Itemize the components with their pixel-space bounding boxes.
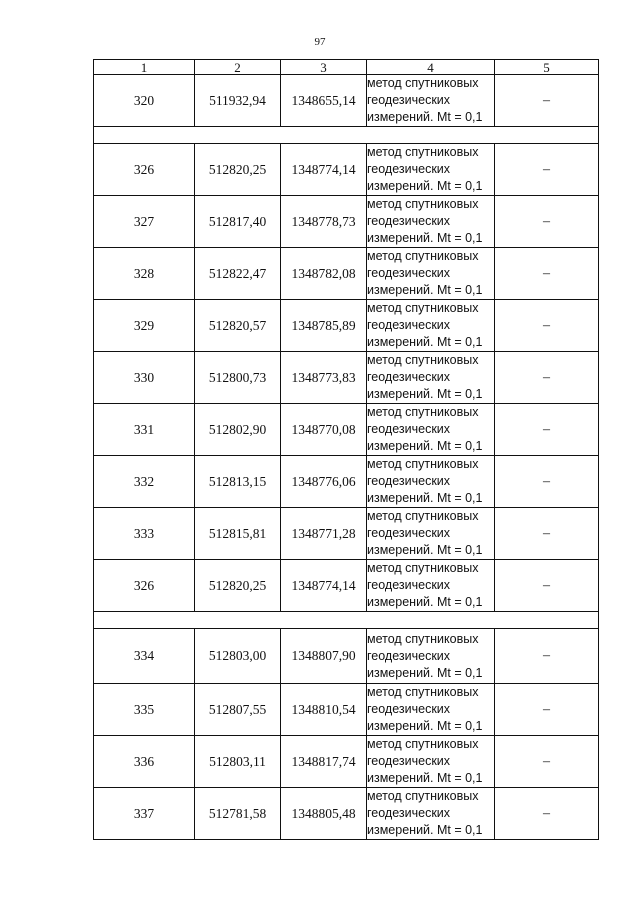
header-col-4: 4 [367,60,495,75]
method-line: измерений. Mt = 0,1 [367,283,483,297]
coord-y: 1348810,54 [281,684,367,736]
method-line: измерений. Mt = 0,1 [367,665,483,680]
method-line: метод спутниковых [367,405,479,419]
coord-x: 512803,11 [195,736,281,788]
note-cell: – [495,404,599,456]
point-id: 333 [94,508,195,560]
method-line: метод спутниковых [367,197,479,211]
separator-row [94,612,599,629]
method-cell [367,75,495,127]
coord-x: 512781,58 [195,788,281,840]
table-row [94,629,599,684]
method-cell [367,248,495,300]
coord-x: 512807,55 [195,684,281,736]
method-line: геодезических [367,702,451,716]
method-cell [367,684,495,736]
coord-y: 1348771,28 [281,508,367,560]
method-line: геодезических [367,93,451,107]
note-cell: – [495,248,599,300]
separator-cell [94,127,599,144]
separator-row [94,127,599,144]
method-cell [367,508,495,560]
method-line: измерений. Mt = 0,1 [367,231,483,245]
method-line: геодезических [367,318,451,332]
point-id: 327 [94,196,195,248]
note-cell: – [495,300,599,352]
coord-x: 512817,40 [195,196,281,248]
point-id: 337 [94,788,195,840]
coordinates-table [93,59,599,840]
header-col-3: 3 [281,60,367,75]
coord-y: 1348805,48 [281,788,367,840]
table-row [94,75,599,127]
note-cell: – [495,684,599,736]
separator-cell [94,612,599,629]
point-id: 328 [94,248,195,300]
coord-x: 512820,25 [195,560,281,612]
table-row [94,300,599,352]
coord-y: 1348774,14 [281,144,367,196]
method-line: метод спутниковых [367,631,479,646]
method-line: метод спутниковых [367,685,479,699]
table-row [94,248,599,300]
table-row [94,144,599,196]
method-line: измерений. Mt = 0,1 [367,595,483,609]
point-id: 336 [94,736,195,788]
point-id: 320 [94,75,195,127]
method-line: геодезических [367,806,451,820]
coord-y: 1348817,74 [281,736,367,788]
note-cell: – [495,75,599,127]
coord-y: 1348778,73 [281,196,367,248]
note-cell: – [495,456,599,508]
table-row [94,736,599,788]
method-line: геодезических [367,754,451,768]
point-id: 331 [94,404,195,456]
method-line: измерений. Mt = 0,1 [367,771,483,785]
method-line: метод спутниковых [367,789,479,803]
method-line: измерений. Mt = 0,1 [367,543,483,557]
note-cell: – [495,560,599,612]
method-line: измерений. Mt = 0,1 [367,491,483,505]
method-cell [367,144,495,196]
method-line: метод спутниковых [367,249,479,263]
coord-y: 1348773,83 [281,352,367,404]
coord-y: 1348655,14 [281,75,367,127]
table-body [94,75,599,840]
method-line: геодезических [367,526,451,540]
coord-x: 512800,73 [195,352,281,404]
table-row [94,352,599,404]
coord-x: 512813,15 [195,456,281,508]
note-cell: – [495,144,599,196]
method-line: метод спутниковых [367,145,479,159]
coord-x: 512820,57 [195,300,281,352]
point-id: 334 [94,629,195,684]
method-line: измерений. Mt = 0,1 [367,179,483,193]
method-cell [367,456,495,508]
table-row [94,196,599,248]
method-line: измерений. Mt = 0,1 [367,110,483,124]
header-col-2: 2 [195,60,281,75]
note-cell: – [495,508,599,560]
method-line: геодезических [367,162,451,176]
point-id: 326 [94,144,195,196]
note-cell: – [495,352,599,404]
page-number: 97 [314,36,326,48]
header-row [94,60,599,75]
method-cell [367,629,495,684]
method-line: измерений. Mt = 0,1 [367,387,483,401]
note-cell: – [495,736,599,788]
method-line: измерений. Mt = 0,1 [367,439,483,453]
method-cell [367,352,495,404]
coord-y: 1348776,06 [281,456,367,508]
note-cell: – [495,196,599,248]
table-row [94,684,599,736]
method-line: метод спутниковых [367,457,479,471]
coord-x: 512822,47 [195,248,281,300]
method-cell [367,560,495,612]
coord-y: 1348807,90 [281,629,367,684]
method-line: геодезических [367,474,451,488]
method-line: метод спутниковых [367,509,479,523]
table-row [94,560,599,612]
coord-x: 512802,90 [195,404,281,456]
method-cell [367,736,495,788]
method-line: метод спутниковых [367,737,479,751]
table-row [94,788,599,840]
method-line: метод спутниковых [367,301,479,315]
method-cell [367,788,495,840]
method-line: геодезических [367,370,451,384]
method-cell [367,196,495,248]
point-id: 326 [94,560,195,612]
table-row [94,404,599,456]
point-id: 329 [94,300,195,352]
method-line: метод спутниковых [367,76,479,90]
point-id: 335 [94,684,195,736]
coord-x: 511932,94 [195,75,281,127]
coord-y: 1348785,89 [281,300,367,352]
method-cell [367,300,495,352]
method-line: измерений. Mt = 0,1 [367,719,483,733]
coord-x: 512820,25 [195,144,281,196]
method-line: геодезических [367,648,451,663]
method-line: геодезических [367,422,451,436]
table-row [94,508,599,560]
coord-y: 1348774,14 [281,560,367,612]
method-line: метод спутниковых [367,561,479,575]
point-id: 330 [94,352,195,404]
coord-y: 1348782,08 [281,248,367,300]
coord-x: 512815,81 [195,508,281,560]
method-cell [367,404,495,456]
method-line: геодезических [367,578,451,592]
coord-x: 512803,00 [195,629,281,684]
method-line: метод спутниковых [367,353,479,367]
method-line: измерений. Mt = 0,1 [367,823,483,837]
coord-y: 1348770,08 [281,404,367,456]
note-cell: – [495,788,599,840]
table-row [94,456,599,508]
point-id: 332 [94,456,195,508]
header-col-5: 5 [495,60,599,75]
method-line: геодезических [367,266,451,280]
method-line: геодезических [367,214,451,228]
method-line: измерений. Mt = 0,1 [367,335,483,349]
header-col-1: 1 [94,60,195,75]
note-cell: – [495,629,599,684]
